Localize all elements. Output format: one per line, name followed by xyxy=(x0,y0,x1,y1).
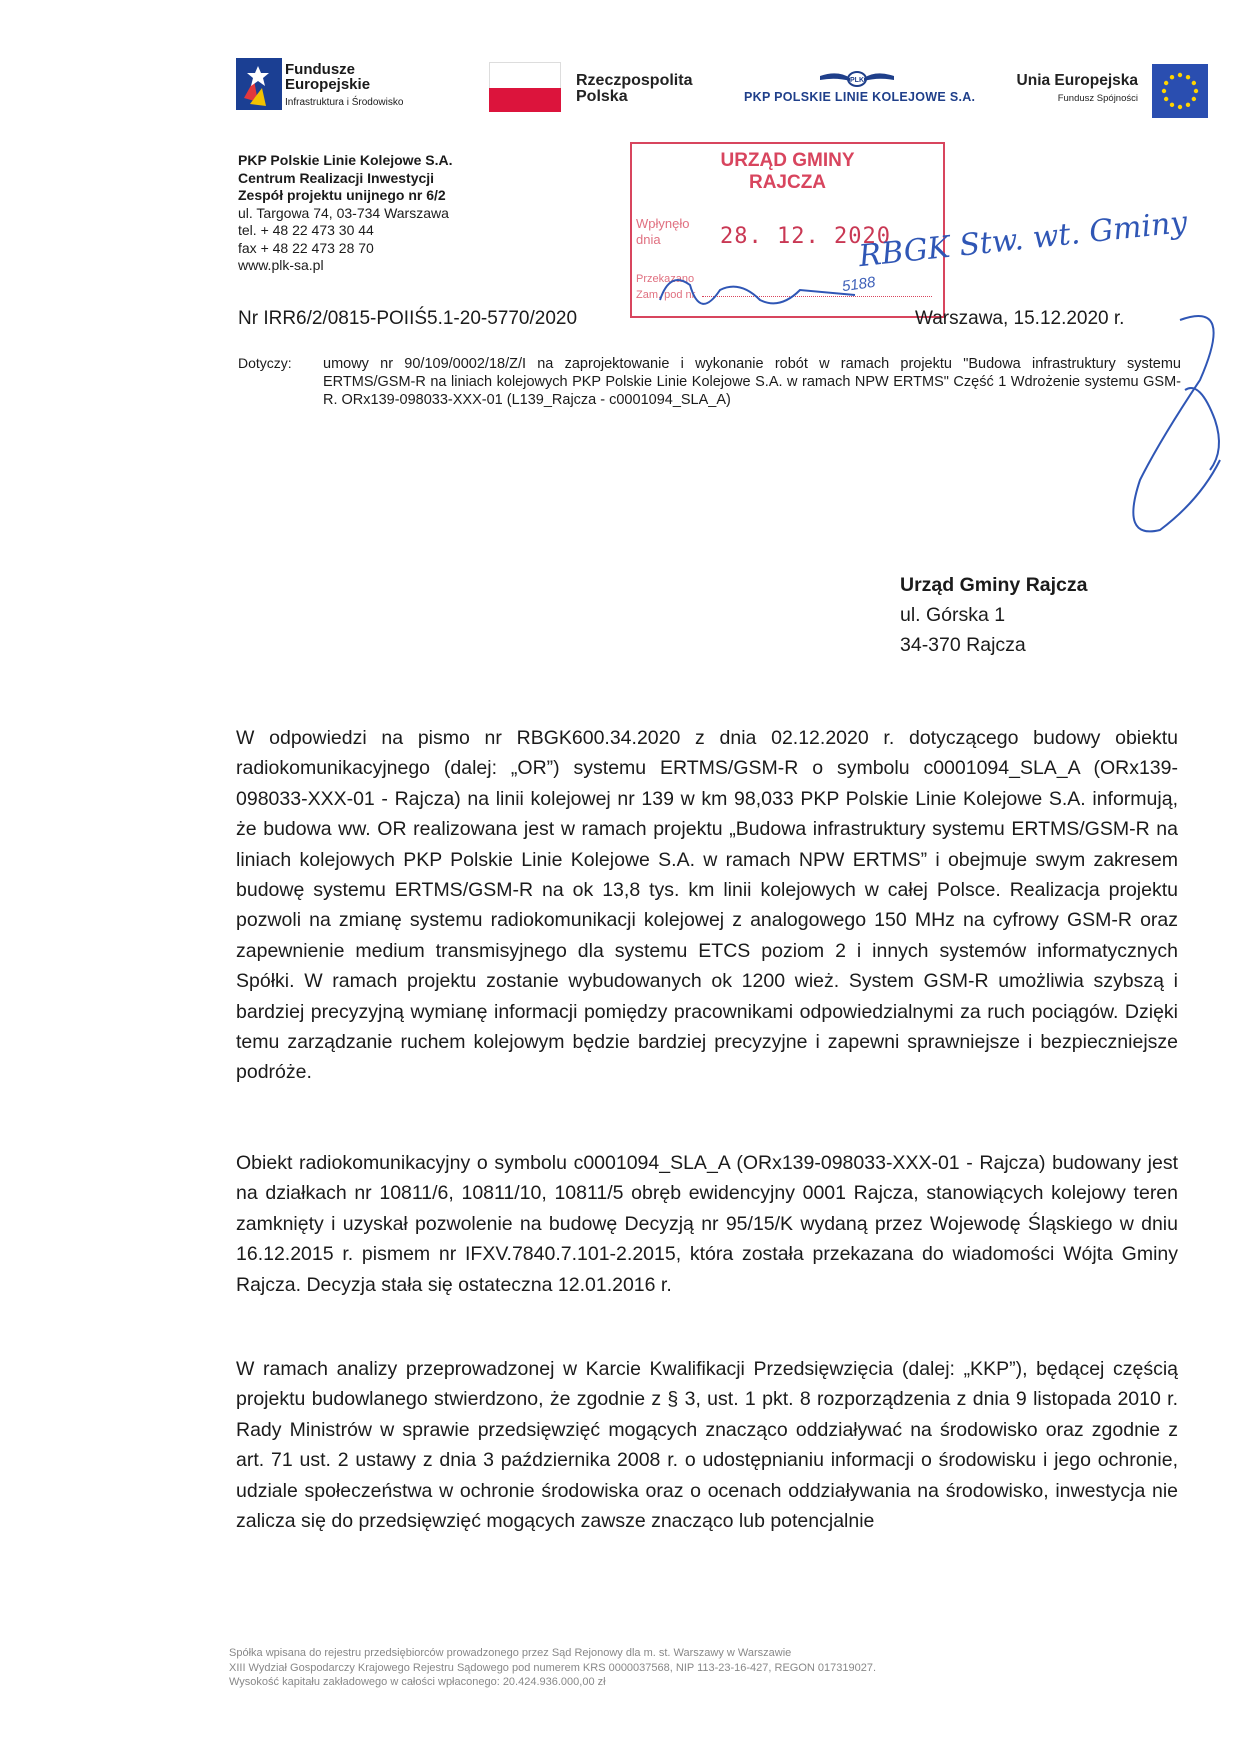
handwritten-annotation: RBGK Stw. wt. Gminy xyxy=(857,204,1189,275)
ue-logo-text xyxy=(1004,72,1138,104)
rp-logo-text xyxy=(576,73,692,105)
margin-signature-icon xyxy=(1133,316,1220,531)
plk-logo-text: PKP POLSKIE LINIE KOLEJOWE S.A. xyxy=(744,90,976,104)
stamp-handwritten-number: 5188 xyxy=(840,273,877,296)
ue-title: Unia Europejska xyxy=(1016,72,1138,89)
stamp-forwarded-label-2: Zam. pod nr xyxy=(636,289,696,301)
rp-line2: Polska xyxy=(576,88,628,105)
rp-flag-white xyxy=(489,62,561,88)
eu-star-icon xyxy=(1164,81,1168,85)
recipient-name: Urząd Gminy Rajcza xyxy=(900,574,1088,596)
stamp-dotted-line xyxy=(702,296,932,297)
fe-line2: Europejskie xyxy=(285,76,371,93)
fe-logo-text xyxy=(285,62,403,110)
body-paragraph-2: Obiekt radiokomunikacyjny o symbolu c0001094_SLA_A (ORx139-098033-XXX-01 - Rajcza) budowany jest na działkach nr 10811/6, 10811/10, 10811/5 obręb ewidencyjny 0001 Rajcza, stanowiących kolejowy teren zamknięty i uzyskał pozwolenie na budowę Decyzją nr 95/15/K wydaną przez Wojewodę Śląskiego w dniu 16.12.2015 r. pismem nr IFXV.7840.7.101-2.2015, która została przekazana do wiadomości Wójta Gminy Rajcza. Decyzja stała się ostateczna 12.01.2016 r. xyxy=(236,1152,1178,1296)
sender-www: www.plk-sa.pl xyxy=(238,257,324,273)
stamp-received-date: 28. 12. 2020 xyxy=(720,224,891,249)
footer-line-3: Wysokość kapitału zakładowego w całości wpłaconego: 20.424.936.000,00 zł xyxy=(229,1676,606,1688)
sender-tel: tel. + 48 22 473 30 44 xyxy=(238,222,374,238)
fe-line1: Fundusze xyxy=(285,61,355,78)
footer-line-1: Spółka wpisana do rejestru przedsiębiorców prowadzonego przez Sąd Rejonowy dla m. st. Warszawy w Warszawie xyxy=(229,1647,792,1659)
reference-number: Nr IRR6/2/0815-POIIŚ5.1-20-5770/2020 xyxy=(238,308,578,329)
eu-star-icon xyxy=(1192,97,1196,101)
subject-text: umowy nr 90/109/0002/18/Z/I na zaprojektowanie i wykonanie robót w ramach projektu "Budowa infrastruktury systemu ERTMS/GSM-R na liniach kolejowych PKP Polskie Linie Kolejowe S.A. w ramach NPW ERTMS" Część 1 Wdrożenie systemu GSM-R. ORx139-098033-XXX-01 (L139_Rajcza - c0001094_SLA_A) xyxy=(323,356,1181,408)
eu-star-icon xyxy=(1170,103,1174,107)
fundusze-europejskie-logo xyxy=(236,58,282,110)
eu-star-icon xyxy=(1192,81,1196,85)
rp-flag-red xyxy=(489,88,561,112)
eu-star-icon xyxy=(1178,73,1182,77)
plk-emblem-text: PLK xyxy=(850,77,864,84)
eu-star-icon xyxy=(1162,89,1166,93)
rp-line1: Rzeczpospolita xyxy=(576,72,693,89)
margin-signature-detail-icon xyxy=(1185,388,1219,470)
sender-block xyxy=(238,152,452,275)
stamp-forwarded-label-1: Przekazano xyxy=(636,273,695,285)
ue-subtitle: Fundusz Spójności xyxy=(1057,93,1138,104)
stamp-title xyxy=(632,150,943,194)
fe-emblem-icon xyxy=(236,58,282,110)
eu-star-icon xyxy=(1170,75,1174,79)
eu-flag-icon xyxy=(1152,64,1208,118)
footer-line-2: XIII Wydział Gospodarczy Krajowego Rejestru Sądowego pod numerem KRS 0000037568, NIP 113-23-16-427, REGON 017319027. xyxy=(229,1661,877,1674)
eu-star-icon xyxy=(1186,103,1190,107)
legal-footer xyxy=(229,1646,876,1690)
sender-unit: Centrum Realizacji Inwestycji xyxy=(238,169,435,186)
stamp-title-line2: RAJCZA xyxy=(748,172,827,193)
recipient-street: ul. Górska 1 xyxy=(900,604,1006,626)
sender-team: Zespół projektu unijnego nr 6/2 xyxy=(238,187,446,203)
received-stamp xyxy=(630,142,945,318)
stamp-received-label-1: Wpłynęło xyxy=(636,216,690,231)
plk-emblem xyxy=(818,68,896,90)
sender-street: ul. Targowa 74, 03-734 Warszawa xyxy=(238,204,449,221)
subject-label: Dotyczy: xyxy=(238,355,292,371)
eu-star-icon xyxy=(1178,105,1182,109)
stamp-title-line1: URZĄD GMINY xyxy=(720,150,855,171)
eu-star-icon xyxy=(1164,97,1168,101)
place-date: Warszawa, 15.12.2020 r. xyxy=(915,308,1125,329)
fe-subtitle: Infrastruktura i Środowisko xyxy=(285,97,404,108)
sender-fax: fax + 48 22 473 28 70 xyxy=(238,239,374,256)
winged-wheel-icon xyxy=(818,68,896,90)
recipient-city: 34-370 Rajcza xyxy=(900,634,1026,656)
eu-star-icon xyxy=(1186,75,1190,79)
eu-star-icon xyxy=(1194,89,1198,93)
stamp-received-label-2: dnia xyxy=(636,232,661,247)
sender-company: PKP Polskie Linie Kolejowe S.A. xyxy=(238,152,453,168)
body-paragraph-1: W odpowiedzi na pismo nr RBGK600.34.2020 z dnia 02.12.2020 r. dotyczącego budowy obiektu radiokomunikacyjnego (dalej: „OR”) systemu ERTMS/GSM-R o symbolu c0001094_SLA_A (ORx139-098033-XXX-01 - Rajcza) na linii kolejowej nr 139 w km 98,033 PKP Polskie Linie Kolejowe S.A. informują, że budowa ww. OR realizowana jest w ramach projektu „Budowa infrastruktury systemu ERTMS/GSM-R na liniach kolejowych PKP Polskie Linie Kolejowe S.A. w ramach NPW ERTMS” i obejmuje swym zakresem budowę systemu ERTMS/GSM-R na ok 13,8 tys. km linii kolejowych w całej Polsce. Realizacja projektu pozwoli na zmianę systemu radiokomunikacji kolejowej z analogowego 150 MHz na cyfrowy GSM-R oraz zapewnienie medium transmisyjnego dla systemu ETCS poziom 2 i innych systemów informatycznych Spółki. W ramach projektu zostanie wybudowanych ok 1200 wież. System GSM-R umożliwia szybszą i bardziej precyzyjną wymianę informacji pomiędzy pracownikami odpowiedzialnymi za ruch pociągów. Dzięki temu zarządzanie ruchem kolejowym będzie bardziej precyzyjne i zapewni sprawniejsze i bezpieczniejsze podróże. xyxy=(236,727,1178,1084)
recipient-address xyxy=(900,570,1087,660)
body-paragraph-3: W ramach analizy przeprowadzonej w Karcie Kwalifikacji Przedsięwzięcia (dalej: „KKP”), będącej częścią projektu budowlanego stwierdzono, że zgodnie z § 3, ust. 1 pkt. 8 rozporządzenia z dnia 9 listopada 2010 r. Rady Ministrów w sprawie przedsięwzięć mogących znacząco oddziaływać na środowisko oraz zgodnie z art. 71 ust. 2 ustawy z dnia 3 października 2008 r. o udostępnianiu informacji o środowisku i jego ochronie, udziale społeczeństwa w ochronie środowiska oraz o ocenach oddziaływania na środowisko, inwestycja nie zalicza się do przedsięwzięć mogących zawsze znacząco lub potencjalnie xyxy=(236,1358,1178,1533)
